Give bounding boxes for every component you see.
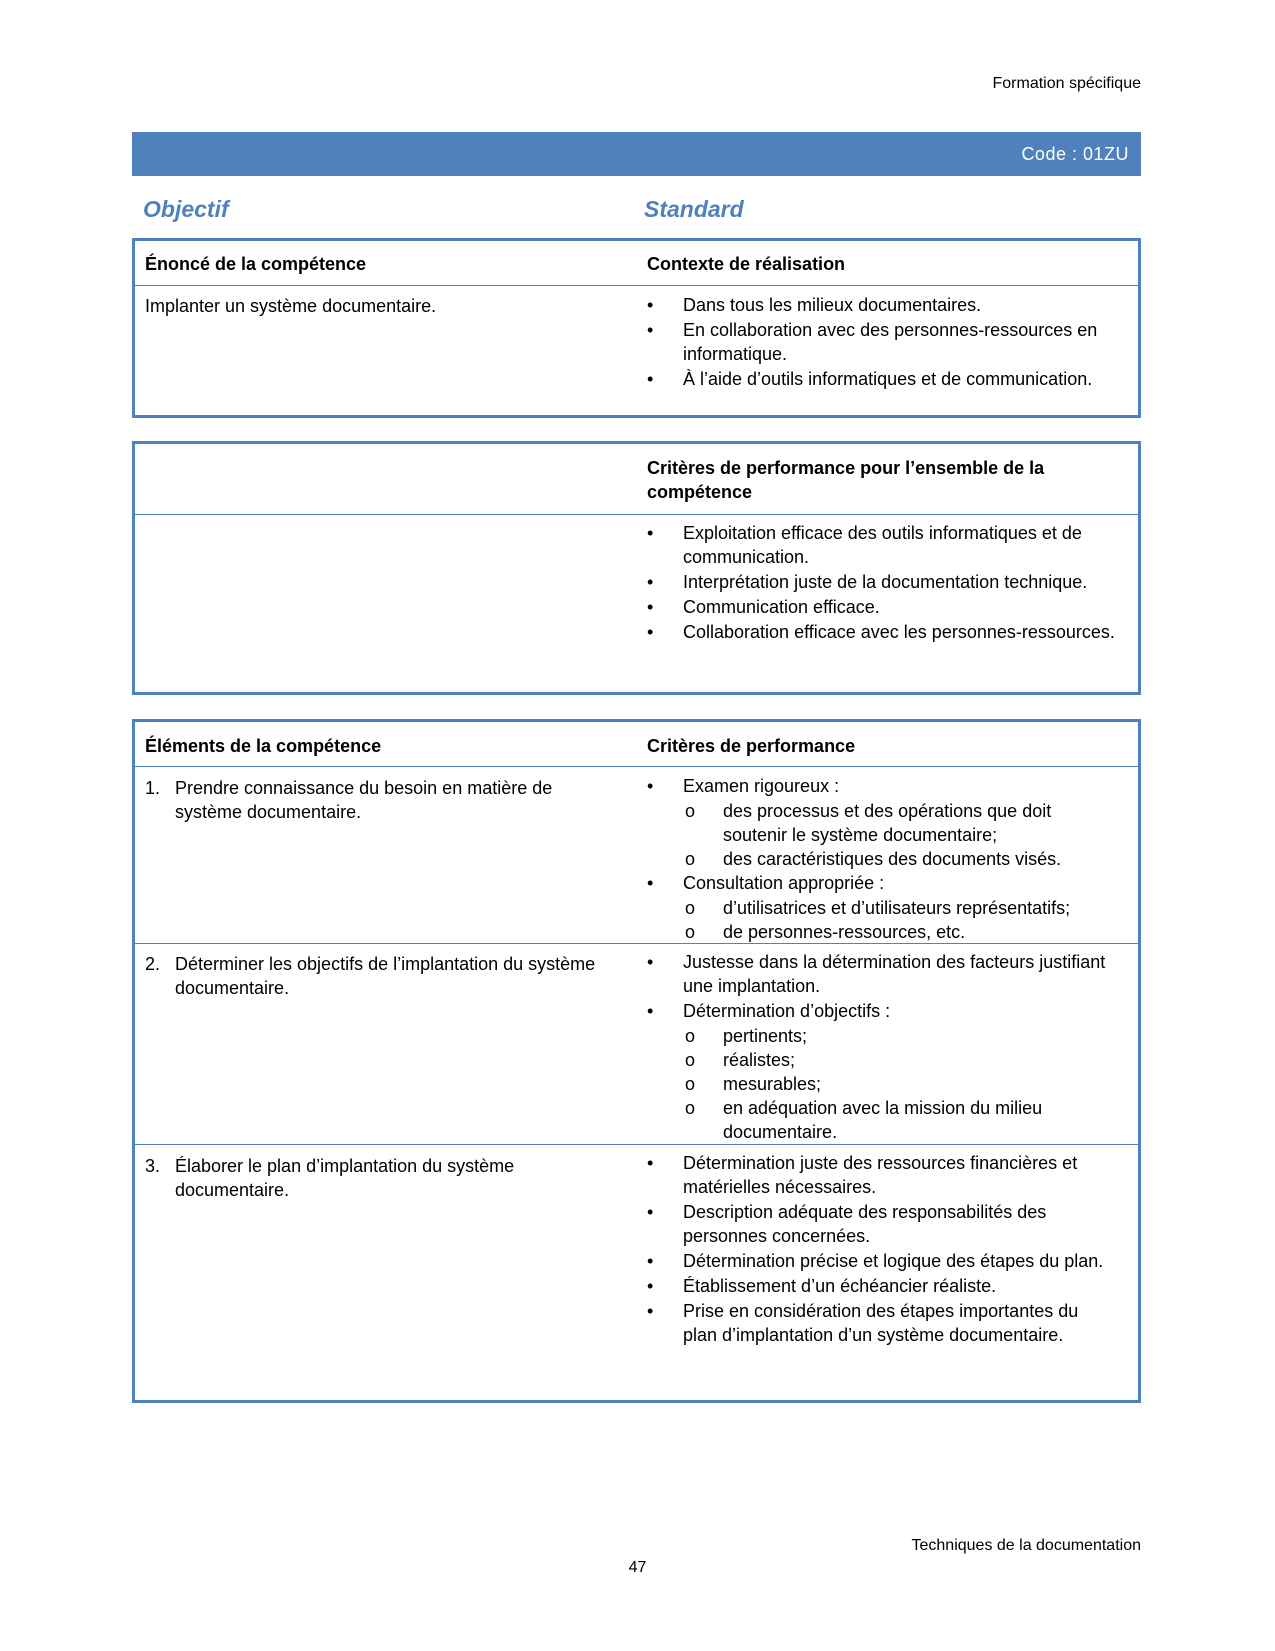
- page-number: 47: [628, 1559, 647, 1576]
- list-item: • Examen rigoureux :: [647, 774, 1117, 798]
- element-3: [145, 1154, 615, 1202]
- code-bar: [132, 132, 1141, 176]
- criteria-3: [647, 1151, 1117, 1348]
- elements-criteria-box: [132, 719, 1141, 1403]
- list-item: [145, 776, 615, 824]
- list-item: • Communication efficace.: [647, 595, 1117, 619]
- list-item: • Interprétation juste de la documentation technique.: [647, 570, 1117, 594]
- sub-list-item: o pertinents;: [685, 1024, 1117, 1048]
- list-item: • Détermination d’objectifs :: [647, 999, 1117, 1023]
- list-item: • En collaboration avec des personnes-ressources en informatique.: [647, 318, 1117, 366]
- table-row: [135, 1144, 1138, 1400]
- statement-header: Énoncé de la compétence: [145, 254, 367, 274]
- running-header: Formation spécifique: [992, 75, 1141, 92]
- overall-criteria-header: Critères de performance pour l’ensemble de la compétence: [647, 458, 1045, 502]
- sub-list-item: o mesurables;: [685, 1072, 1117, 1096]
- objective-label: Objectif: [143, 196, 229, 222]
- list-item: • Dans tous les milieux documentaires.: [647, 293, 1117, 317]
- sub-list-item: o réalistes;: [685, 1048, 1117, 1072]
- element-1: [145, 776, 615, 824]
- list-item: • Description adéquate des responsabilités des personnes concernées.: [647, 1200, 1117, 1248]
- criteria-header: Critères de performance: [647, 736, 856, 756]
- element-number: 1.: [145, 778, 161, 798]
- element-2: [145, 952, 615, 1000]
- element-text: Déterminer les objectifs de l’implantation du système documentaire.: [175, 954, 596, 998]
- statement-text: Implanter un système documentaire.: [145, 296, 437, 316]
- sub-list-item: o de personnes-ressources, etc.: [685, 920, 1117, 944]
- list-item: • Exploitation efficace des outils informatiques et de communication.: [647, 521, 1117, 569]
- context-header: Contexte de réalisation: [647, 254, 846, 274]
- list-item: [145, 1154, 615, 1202]
- box2-header-row: [135, 444, 1138, 514]
- list-item: • À l’aide d’outils informatiques et de communication.: [647, 367, 1117, 391]
- list-item: • Collaboration efficace avec les personnes-ressources.: [647, 620, 1117, 644]
- overall-criteria-box: [132, 441, 1141, 695]
- table-row: [135, 943, 1138, 1144]
- box3-header-row: [135, 722, 1138, 766]
- list-item: • Établissement d’un échéancier réaliste.: [647, 1274, 1117, 1298]
- list-item: [145, 952, 615, 1000]
- element-text: Prendre connaissance du besoin en matière de système documentaire.: [175, 778, 553, 822]
- element-number: 3.: [145, 1156, 161, 1176]
- box1-body-row: [135, 285, 1138, 415]
- list-item: • Détermination juste des ressources financières et matérielles nécessaires.: [647, 1151, 1117, 1199]
- competency-code: Code : 01ZU: [1021, 144, 1129, 164]
- criteria-1: [647, 774, 1117, 944]
- element-text: Élaborer le plan d’implantation du système documentaire.: [175, 1156, 515, 1200]
- sub-list-item: o en adéquation avec la mission du milieu documentaire.: [685, 1096, 1117, 1144]
- list-item: • Consultation appropriée :: [647, 871, 1117, 895]
- sub-list-item: o des caractéristiques des documents visés.: [685, 847, 1117, 871]
- running-footer: Techniques de la documentation: [911, 1537, 1141, 1554]
- elements-header: Éléments de la compétence: [145, 736, 382, 756]
- box1-header-row: [135, 241, 1138, 285]
- table-row: [135, 766, 1138, 943]
- competency-statement-box: [132, 238, 1141, 418]
- context-list: [647, 293, 1117, 392]
- sub-list-item: o des processus et des opérations que doit soutenir le système documentaire;: [685, 799, 1117, 847]
- sub-list-item: o d’utilisatrices et d’utilisateurs représentatifs;: [685, 896, 1117, 920]
- list-item: • Prise en considération des étapes importantes du plan d’implantation d’un système documentaire.: [647, 1299, 1117, 1347]
- overall-criteria-list: [647, 521, 1117, 645]
- list-item: • Détermination précise et logique des étapes du plan.: [647, 1249, 1117, 1273]
- standard-label: Standard: [644, 196, 744, 222]
- criteria-2: [647, 950, 1117, 1144]
- box2-body-row: [135, 514, 1138, 692]
- list-item: • Justesse dans la détermination des facteurs justifiant une implantation.: [647, 950, 1117, 998]
- element-number: 2.: [145, 954, 161, 974]
